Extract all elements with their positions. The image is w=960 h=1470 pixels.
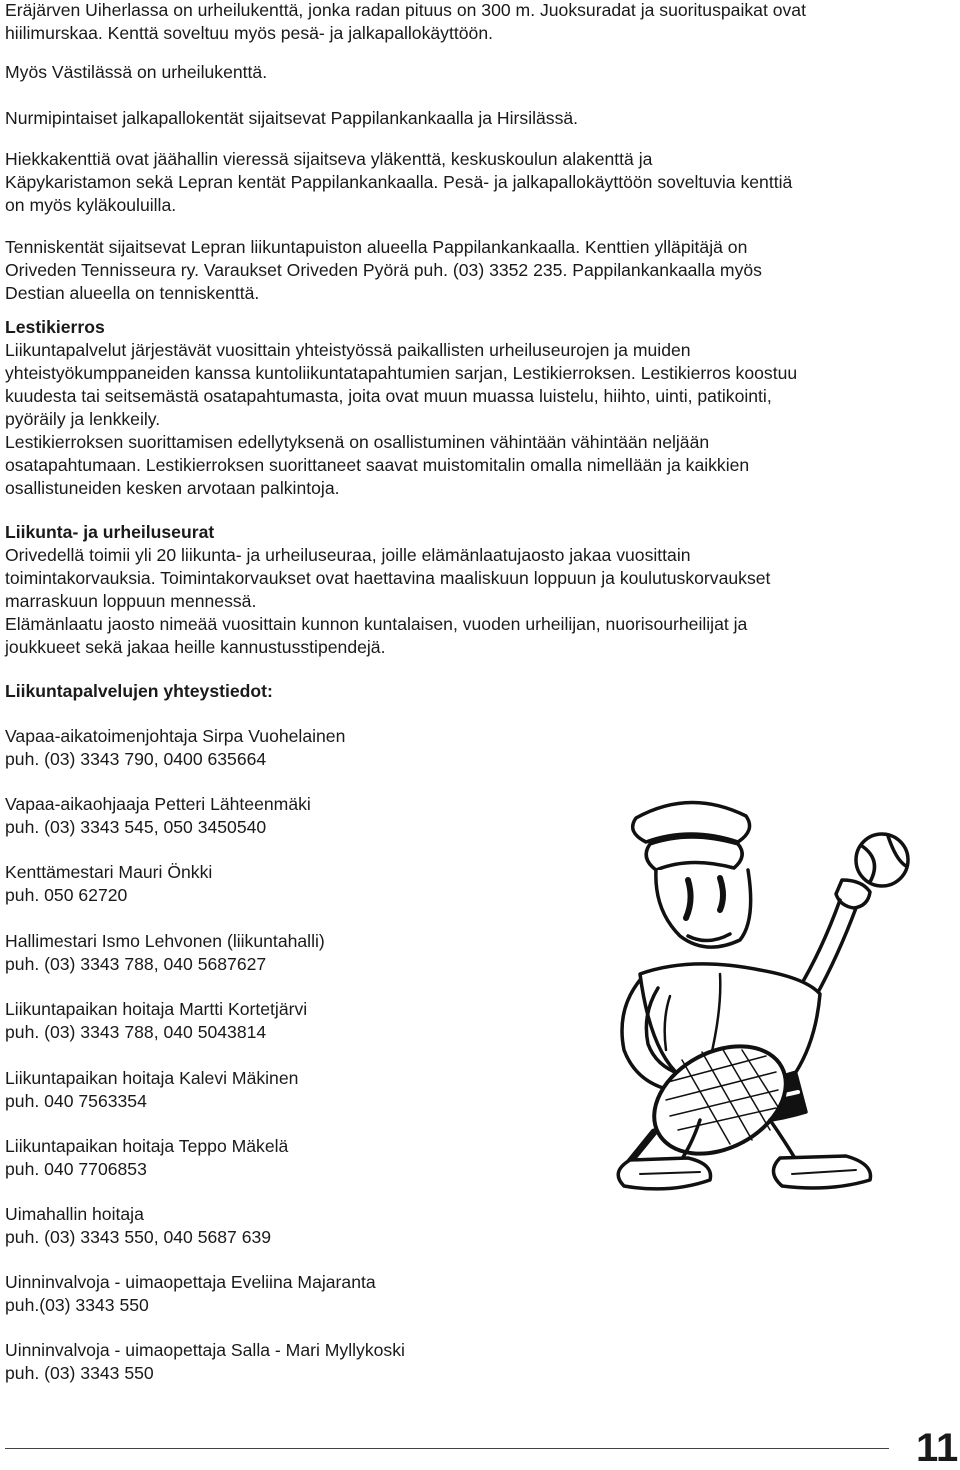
text-line: osallistuneiden kesken arvotaan palkintoja. bbox=[5, 478, 340, 498]
text-line: Destian alueella on tenniskenttä. bbox=[5, 283, 260, 303]
text-line: marraskuun loppuun mennessä. bbox=[5, 591, 257, 611]
contact-entry bbox=[5, 1135, 288, 1181]
paragraph-football-fields: Nurmipintaiset jalkapallokentät sijaitsevat Pappilankankaalla ja Hirsilässä. bbox=[5, 108, 579, 128]
text-line: Lestikierroksen suorittamisen edellytyksenä on osallistuminen vähintään vähintään neljään bbox=[5, 432, 710, 452]
text-line: Hiekkakenttiä ovat jäähallin vieressä sijaitseva yläkenttä, keskuskoulun alakenttä ja bbox=[5, 149, 653, 169]
contact-phone: puh. 040 7706853 bbox=[5, 1159, 147, 1179]
text-line: hiilimurskaa. Kenttä soveltuu myös pesä- ja jalkapallokäyttöön. bbox=[5, 23, 493, 43]
contact-phone: puh. 040 7563354 bbox=[5, 1091, 147, 1111]
contact-name: Vapaa-aikaohjaaja Petteri Lähteenmäki bbox=[5, 794, 311, 814]
section-lestikierros bbox=[5, 316, 925, 500]
footer-divider bbox=[5, 1448, 889, 1449]
section-heading: Lestikierros bbox=[5, 317, 105, 337]
contacts-heading: Liikuntapalvelujen yhteystiedot: bbox=[5, 681, 273, 701]
contact-entry bbox=[5, 930, 325, 976]
contact-name: Liikuntapaikan hoitaja Martti Kortetjärvi bbox=[5, 999, 308, 1019]
text-line: Eräjärven Uiherlassa on urheilukenttä, jonka radan pituus on 300 m. Juoksuradat ja suorituspaikat ovat bbox=[5, 0, 806, 20]
contact-name: Uinninvalvoja - uimaopettaja Eveliina Majaranta bbox=[5, 1272, 376, 1292]
contact-name: Vapaa-aikatoimenjohtaja Sirpa Vuohelainen bbox=[5, 726, 346, 746]
text-line: Käpykaristamon sekä Lepran kentät Pappilankankaalla. Pesä- ja jalkapallokäyttöön soveltuvia kenttiä bbox=[5, 172, 793, 192]
contact-name: Liikuntapaikan hoitaja Teppo Mäkelä bbox=[5, 1136, 289, 1156]
text-line: osatapahtumaan. Lestikierroksen suorittaneet saavat muistomitalin omalla nimellään ja kaikkien bbox=[5, 455, 750, 475]
contact-name: Uinninvalvoja - uimaopettaja Salla - Mari Myllykoski bbox=[5, 1340, 405, 1360]
contact-name: Hallimestari Ismo Lehvonen (liikuntahalli) bbox=[5, 931, 325, 951]
paragraph-västilä: Myös Västilässä on urheilukenttä. bbox=[5, 62, 268, 82]
text-line: Elämänlaatu jaosto nimeää vuosittain kunnon kuntalaisen, vuoden urheilijan, nuorisourheilijat ja bbox=[5, 614, 748, 634]
text-line: yhteistyökumppaneiden kanssa kuntoliikuntatapahtumien sarjan, Lestikierroksen. Lestikierros koostuu bbox=[5, 363, 798, 383]
contact-entry bbox=[5, 1271, 376, 1317]
tennis-player-cartoon-icon bbox=[570, 760, 930, 1200]
paragraph-tennis-courts bbox=[5, 236, 915, 305]
text-line: joukkueet sekä jakaa heille kannustusstipendejä. bbox=[5, 637, 386, 657]
text-line: on myös kyläkouluilla. bbox=[5, 195, 177, 215]
contact-entry bbox=[5, 793, 311, 839]
contact-entry bbox=[5, 998, 307, 1044]
text-line: toimintakorvauksia. Toimintakorvaukset ovat haettavina maaliskuun loppuun ja koulutuskorvaukset bbox=[5, 568, 771, 588]
section-heading: Liikunta- ja urheiluseurat bbox=[5, 522, 215, 542]
text-line: Oriveden Tennisseura ry. Varaukset Oriveden Pyörä puh. (03) 3352 235. Pappilankankaalla myös bbox=[5, 260, 762, 280]
contact-entry bbox=[5, 1203, 271, 1249]
paragraph-sand-fields bbox=[5, 148, 795, 217]
text-line: Orivedellä toimii yli 20 liikunta- ja urheiluseuraa, joille elämänlaatujaosto jakaa vuosittain bbox=[5, 545, 691, 565]
contact-phone: puh. (03) 3343 788, 040 5043814 bbox=[5, 1022, 267, 1042]
contact-phone: puh. (03) 3343 788, 040 5687627 bbox=[5, 954, 267, 974]
text-line: kuudesta tai seitsemästä osatapahtumasta, joita ovat muun muassa luistelu, hiihto, uinti, patikointi, bbox=[5, 386, 772, 406]
page-number: 11 bbox=[916, 1426, 959, 1470]
contact-phone: puh. (03) 3343 550 bbox=[5, 1363, 154, 1383]
contact-name: Kenttämestari Mauri Önkki bbox=[5, 862, 213, 882]
contact-phone: puh. 050 62720 bbox=[5, 885, 128, 905]
contact-phone: puh. (03) 3343 545, 050 3450540 bbox=[5, 817, 267, 837]
contact-phone: puh.(03) 3343 550 bbox=[5, 1295, 149, 1315]
contact-entry bbox=[5, 1067, 298, 1113]
section-sports-clubs bbox=[5, 521, 925, 659]
text-line: Tenniskentät sijaitsevat Lepran liikuntapuiston alueella Pappilankankaalla. Kenttien ylläpitäjä on bbox=[5, 237, 748, 257]
contact-name: Uimahallin hoitaja bbox=[5, 1204, 144, 1224]
contact-entry bbox=[5, 1339, 405, 1385]
contact-phone: puh. (03) 3343 550, 040 5687 639 bbox=[5, 1227, 272, 1247]
contact-phone: puh. (03) 3343 790, 0400 635664 bbox=[5, 749, 267, 769]
contact-name: Liikuntapaikan hoitaja Kalevi Mäkinen bbox=[5, 1068, 299, 1088]
text-line: pyöräily ja lenkkeily. bbox=[5, 409, 161, 429]
contact-entry bbox=[5, 725, 345, 771]
paragraph-sports-field-eräjärvi bbox=[5, 0, 806, 45]
text-line: Liikuntapalvelut järjestävät vuosittain yhteistyössä paikallisten urheiluseurojen ja muiden bbox=[5, 340, 691, 360]
contact-entry bbox=[5, 861, 212, 907]
